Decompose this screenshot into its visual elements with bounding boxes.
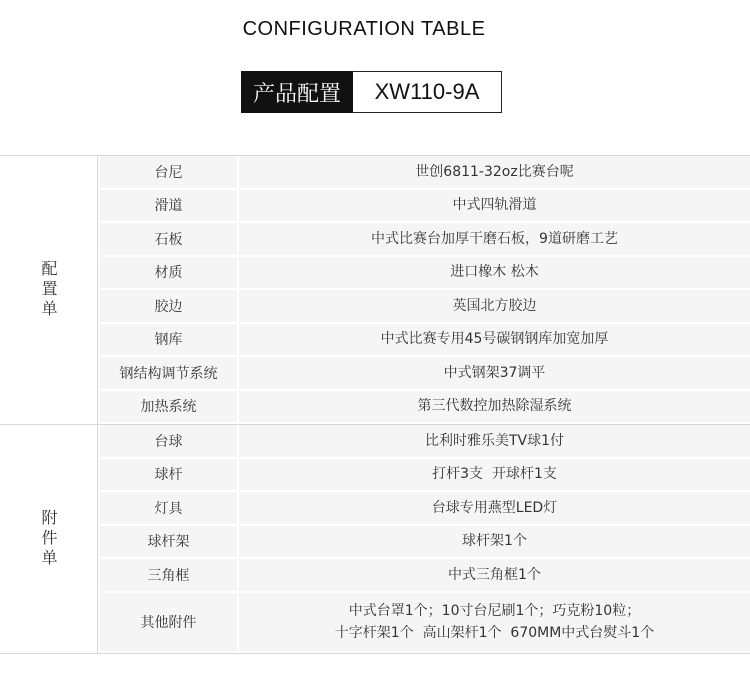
table-row [98,223,750,257]
table-row [98,190,750,224]
section-accessories [0,424,750,653]
row-value: 英国北方胶边 [239,290,750,324]
configuration-table [0,155,750,674]
row-key: 球杆架 [100,526,237,560]
row-key: 台尼 [100,156,237,190]
row-key: 滑道 [100,190,237,224]
row-value: 台球专用燕型LED灯 [239,492,750,526]
row-value: 中式比赛台加厚干磨石板，9道研磨工艺 [239,223,750,257]
table-row [98,425,750,459]
row-value-line: 十字杆架1个 高山架杆1个 670MM中式台熨斗1个 [334,624,655,641]
table-row [98,559,750,593]
section-title: 配置单 [39,260,58,320]
row-key: 钢库 [100,324,237,358]
table-row [98,526,750,560]
row-value: 第三代数控加热除湿系统 [239,391,750,425]
row-key: 三角框 [100,559,237,593]
row-value-line: 中式台罩1个；10寸台尼刷1个；巧克粉10粒； [348,602,641,619]
row-key: 钢结构调节系统 [100,357,237,391]
row-value: 中式比赛专用45号碳钢钢库加宽加厚 [239,324,750,358]
table-row [98,391,750,425]
section-header [0,425,98,653]
section-rows [98,425,750,653]
section-rows [98,156,750,424]
model-label: 产品配置 [241,71,353,113]
section-config [0,155,750,424]
row-value: 中式钢架37调平 [239,357,750,391]
row-value: 打杆3支 开球杆1支 [239,459,750,493]
row-value: 比利时雅乐美TV球1付 [239,425,750,459]
table-row [98,593,750,653]
row-value: 中式四轨滑道 [239,190,750,224]
row-key: 加热系统 [100,391,237,425]
table-row [98,257,750,291]
row-key: 其他附件 [100,593,237,653]
row-key: 台球 [100,425,237,459]
row-key: 石板 [100,223,237,257]
row-key: 灯具 [100,492,237,526]
model-code: XW110-9A [353,71,502,113]
section-header [0,156,98,424]
model-banner [241,71,502,113]
table-row [98,156,750,190]
table-bottom-border [0,653,750,674]
table-row [98,492,750,526]
row-value [239,593,750,653]
table-row [98,459,750,493]
table-row [98,324,750,358]
row-key: 球杆 [100,459,237,493]
table-row [98,357,750,391]
row-value: 世创6811-32oz比赛台呢 [239,156,750,190]
page-title: CONFIGURATION TABLE [242,18,486,40]
row-key: 胶边 [100,290,237,324]
row-value: 球杆架1个 [239,526,750,560]
section-title: 附件单 [39,508,58,569]
row-key: 材质 [100,257,237,291]
row-value: 中式三角框1个 [239,559,750,593]
row-value: 进口橡木 松木 [239,257,750,291]
table-row [98,290,750,324]
